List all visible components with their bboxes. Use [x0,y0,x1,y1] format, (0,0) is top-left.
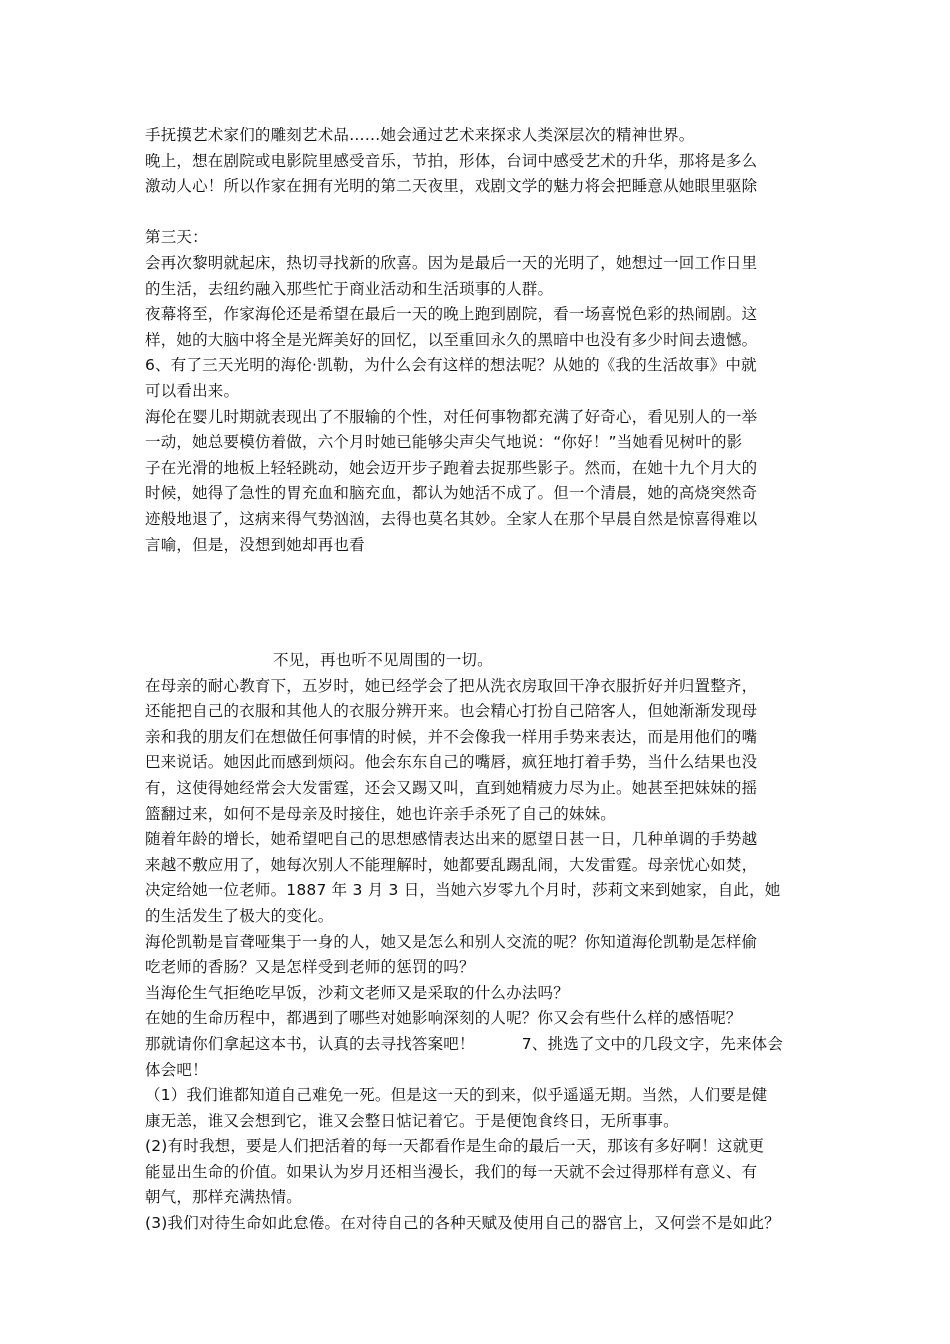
excerpt-line: （1）我们谁都知道自己难免一死。但是这一天的到来，似乎遥遥无期。当然，人们要是健 [145,1086,768,1105]
excerpt-line: 能显出生命的价值。如果认为岁月还相当漫长，我们的每一天就不会过得那样有意义、有 [145,1162,758,1181]
text-line: 亲和我的朋友们在想做任何事情的时候，并不会像我一样用手势来表达，而是用他们的嘴 [145,727,758,746]
text-line: 时候，她得了急性的胃充血和脑充血，都认为她活不成了。但一个清晨，她的高烧突然奇 [145,484,758,503]
text-line: 在母亲的耐心教育下，五岁时，她已经学会了把从洗衣房取回干净衣服折好并归置整齐， [145,676,758,695]
text-line: 体会吧！ [145,1060,208,1079]
text-line: 激动人心！所以作家在拥有光明的第二天夜里，戏剧文学的魅力将会把睡意从她眼里驱除 [145,177,758,196]
excerpt-line: (2)有时我想，要是人们把活着的每一天都看作是生命的最后一天，那该有多好啊！这就更 [145,1137,765,1156]
section-heading: 第三天： [145,228,208,247]
question-line: 可以看出来。 [145,381,240,400]
text-line: 篮翻过来，如何不是母亲及时接住，她也许亲手杀死了自己的妹妹。 [145,804,617,823]
text-line: 那就请你们拿起这本书，认真的去寻找答案吧！ 7、挑选了文中的几段文字，先来体会 [145,1034,784,1053]
blank-line [145,200,815,226]
excerpt-line: 康无恙，谁又会想到它，谁又会整日惦记着它。于是便饱食终日，无所事事。 [145,1111,679,1130]
question-line: 海伦凯勒是盲聋哑集于一身的人，她又是怎么和别人交流的呢？你知道海伦凯勒是怎样偷 [145,932,758,951]
text-line: 样，她的大脑中将全是光辉美好的回忆，以至重回永久的黑暗中也没有多少时间去遗憾。 [145,330,758,349]
text-line: 决定给她一位老师。1887 年 3 月 3 日，当她六岁零九个月时，莎莉文来到她家，自此，她 [145,881,781,900]
text-line: 言喻，但是，没想到她却再也看 [145,535,365,554]
text-line: 迹般地退了，这病来得气势汹汹，去得也莫名其妙。全家人在那个早晨自然是惊喜得难以 [145,509,758,528]
continued-line: 不见，再也听不见周围的一切。 [273,651,493,669]
text-line: 手抚摸艺术家们的雕刻艺术品……她会通过艺术来探求人类深层次的精神世界。 [145,126,695,144]
text-line: 的生活发生了极大的变化。 [145,906,334,925]
text-line: 海伦在婴儿时期就表现出了不服输的个性，对任何事物都充满了好奇心，看见别人的一举 [145,407,758,426]
text-line: 晚上，想在剧院或电影院里感受音乐，节拍，形体，台词中感受艺术的升华，那将是多么 [145,151,758,170]
text-line: 一动，她总要模仿着做，六个月时她已能够尖声尖气地说：“你好！”当她看见树叶的影 [145,433,743,452]
text-line: 子在光滑的地板上轻轻跳动，她会迈开步子跑着去捉那些影子。然而，在她十九个月大的 [145,458,758,477]
text-line: 夜幕将至，作家海伦还是希望在最后一天的晚上跑到剧院，看一场喜悦色彩的热闹剧。这 [145,305,758,324]
excerpt-line: 朝气，那样充满热情。 [145,1188,303,1207]
text-line: 有，这使得她经常会大发雷霆，还会又踢又叫，直到她精疲力尽为止。她甚至把妹妹的摇 [145,778,758,797]
excerpt-line: (3)我们对待生命如此怠倦。在对待自己的各种天赋及使用自己的器官上，又何尝不是如此？ [145,1214,780,1233]
question-line: 在她的生命历程中，都遇到了哪些对她影响深刻的人呢？你又会有些什么样的感悟呢？ [145,1009,742,1028]
text-line: 随着年龄的增长，她希望吧自己的思想感情表达出来的愿望日甚一日，几种单调的手势越 [145,830,758,849]
text-line: 巴来说话。她因此而感到烦闷。他会东东自己的嘴唇，疯狂地打着手势，当什么结果也没 [145,753,758,772]
question-line: 6、有了三天光明的海伦·凯勒，为什么会有这样的想法呢？从她的《我的生活故事》中就 [145,356,757,375]
question-line: 吃老师的香肠？又是怎样受到老师的惩罚的吗？ [145,958,475,977]
text-line: 来越不敷应用了，她每次别人不能理解时，她都要乱踢乱闹，大发雷霆。母亲忧心如焚， [145,855,758,874]
text-block-bottom [145,648,815,1237]
text-block-top [145,123,815,558]
text-line: 会再次黎明就起床，热切寻找新的欣喜。因为是最后一天的光明了，她想过一回工作日里 [145,253,758,272]
text-line: 的生活，去纽约融入那些忙于商业活动和生活琐事的人群。 [145,279,554,298]
text-line: 还能把自己的衣服和其他人的衣服分辨开来。也会精心打扮自己陪客人，但她渐渐发现母 [145,702,758,721]
question-line: 当海伦生气拒绝吃早饭，沙莉文老师又是采取的什么办法吗？ [145,983,569,1002]
